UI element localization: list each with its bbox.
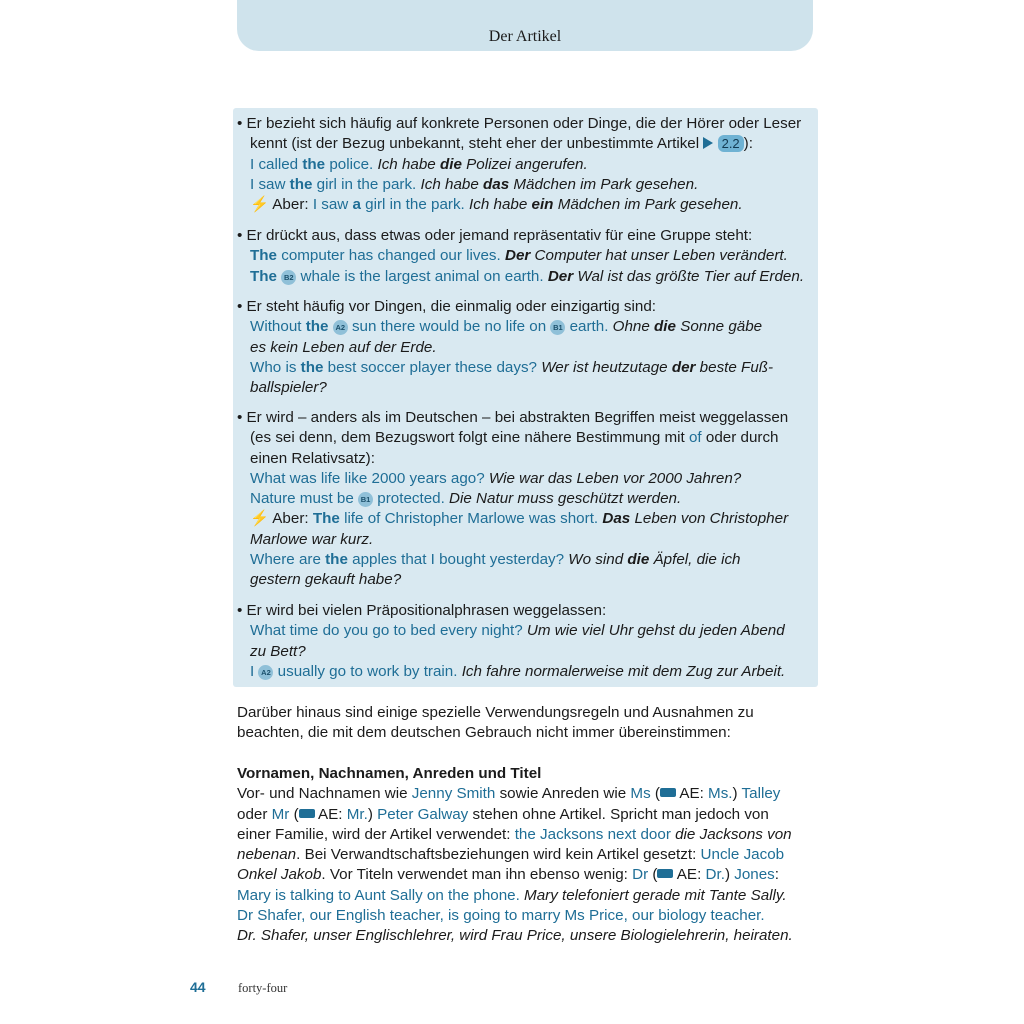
example-line: ⚡ Aber: The life of Christopher Marlowe was short. Das Leben von Christopher [250,510,789,528]
rule-text: • Er bezieht sich häufig auf konkrete Personen oder Dinge, die der Hörer oder Leser [237,115,802,132]
rule-block-5 [237,601,817,682]
example-line: What was life like 2000 years ago? Wie war das Leben vor 2000 Jahren? [250,469,742,487]
example-line: Where are the apples that I bought yesterday? Wo sind die Äpfel, die ich [250,551,741,569]
rule-text: • Er drückt aus, dass etwas oder jemand repräsentativ für eine Gruppe steht: [237,227,753,244]
rule-text: • Er wird – anders als im Deutschen – bei abstrakten Begriffen meist weggelassen [237,409,789,426]
paragraph-line: Mary is talking to Aunt Sally on the phone. Mary telefoniert gerade mit Tante Sally. [237,886,787,904]
paragraph-line: oder Mr ( AE: Mr.) Peter Galway stehen ohne Artikel. Spricht man jedoch von [237,805,769,823]
level-badge: B1 [550,320,565,335]
paragraph-line: Dr Shafer, our English teacher, is going to marry Ms Price, our biology teacher. [237,907,765,925]
rule-block-1 [237,114,817,215]
rule-text: einen Relativsatz): [250,449,375,467]
level-badge: A2 [333,320,348,335]
example-line: es kein Leben auf der Erde. [250,338,437,356]
example-line: I saw the girl in the park. Ich habe das Mädchen im Park gesehen. [250,175,699,193]
cross-reference-arrow-icon [703,137,713,149]
example-line: gestern gekauft habe? [250,571,402,589]
paragraph-line: nebenan. Bei Verwandtschaftsbeziehungen wird kein Artikel gesetzt: Uncle Jacob [237,846,785,864]
example-line: ⚡ Aber: I saw a girl in the park. Ich habe ein Mädchen im Park gesehen. [250,196,743,214]
rule-text: • Er wird bei vielen Präpositionalphrasen weggelassen: [237,602,607,619]
paragraph-line: Vor- und Nachnamen wie Jenny Smith sowie Anreden wie Ms ( AE: Ms.) Talley [237,785,781,803]
level-badge: B2 [281,270,296,285]
rule-text: • Er steht häufig vor Dingen, die einmalig oder einzigartig sind: [237,298,656,315]
rule-text: kennt (ist der Bezug unbekannt, steht eher der unbestimmte Artikel 2.2 ): [250,135,753,153]
chapter-title: Der Artikel [488,28,562,45]
page-number-words: forty-four [238,981,288,995]
paragraph-line: einer Familie, wird der Artikel verwendet: the Jacksons next door die Jacksons von [237,825,792,843]
example-line: The computer has changed our lives. Der Computer hat unser Leben verändert. [250,247,788,265]
example-line: Without the A2 sun there would be no life on B1 earth. Ohne die Sonne gäbe [250,318,763,336]
example-line: What time do you go to bed every night? Um wie viel Uhr gehst du jeden Abend [250,622,785,640]
paragraph-line: Dr. Shafer, unser Englischlehrer, wird Frau Price, unsere Biologielehrerin, heiraten. [237,927,793,945]
rule-block-3 [237,297,817,398]
example-line: Nature must be B1 protected. Die Natur muss geschützt werden. [250,490,682,508]
lightning-icon: ⚡ [250,510,269,528]
example-line: zu Bett? [250,642,306,660]
example-line: The B2 whale is the largest animal on earth. Der Wal ist das größte Tier auf Erden. [250,267,805,285]
rule-block-2 [237,226,817,287]
intro-paragraph [237,703,817,744]
rule-text: (es sei denn, dem Bezugswort folgt eine nähere Bestimmung mit of oder durch [250,429,779,447]
level-badge: B1 [358,492,373,507]
section-heading: Vornamen, Nachnamen, Anreden und Titel [237,765,542,782]
cross-reference-link[interactable]: 2.2 [718,135,744,152]
page-number: 44 [190,979,206,995]
example-line: I A2 usually go to work by train. Ich fahre normalerweise mit dem Zug zur Arbeit. [250,662,786,680]
lightning-icon: ⚡ [250,196,269,214]
rule-block-4 [237,408,817,591]
paragraph-line: Darüber hinaus sind einige spezielle Verwendungsregeln und Ausnahmen zu [237,704,754,721]
paragraph-line: Onkel Jakob. Vor Titeln verwendet man ihn ebenso wenig: Dr ( AE: Dr.) Jones: [237,866,779,884]
american-english-icon [660,788,676,797]
example-line: ballspieler? [250,379,327,397]
american-english-icon [299,809,315,818]
example-line: Who is the best soccer player these days? Wer ist heutzutage der beste Fuß- [250,358,774,376]
paragraph-line: beachten, die mit dem deutschen Gebrauch nicht immer übereinstimmen: [237,724,731,742]
example-line: Marlowe war kurz. [250,530,374,548]
names-section [237,764,817,947]
american-english-icon [657,869,673,878]
level-badge: A2 [258,665,273,680]
example-line: I called the police. Ich habe die Polizei angerufen. [250,155,588,173]
chapter-header-tab [237,0,813,51]
